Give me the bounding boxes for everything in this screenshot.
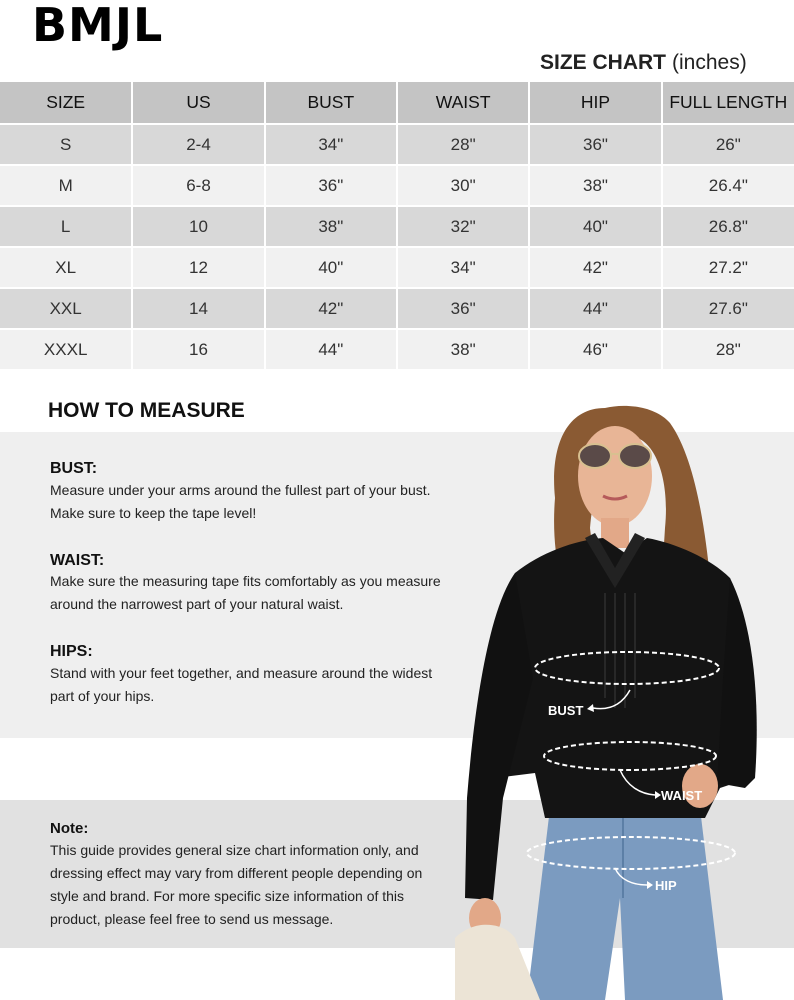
note-text-line: style and brand. For more specific size information of this bbox=[50, 888, 405, 904]
cell-us: 14 bbox=[132, 288, 264, 329]
cell-hip: 40" bbox=[529, 206, 661, 247]
hips-text-line: part of your hips. bbox=[50, 688, 155, 704]
bag-shape bbox=[455, 925, 540, 1000]
waist-label: WAIST bbox=[661, 788, 703, 803]
cell-waist: 30" bbox=[397, 165, 529, 206]
brand-logo: BMJL bbox=[32, 0, 164, 52]
cell-hip: 36" bbox=[529, 124, 661, 165]
size-chart-heading: SIZE CHART bbox=[540, 51, 666, 74]
cell-us: 2-4 bbox=[132, 124, 264, 165]
cell-waist: 32" bbox=[397, 206, 529, 247]
cell-us: 6-8 bbox=[132, 165, 264, 206]
model-figure bbox=[455, 378, 794, 1000]
hips-heading: HIPS: bbox=[50, 643, 93, 660]
header-waist: WAIST bbox=[397, 82, 529, 124]
header-hip: HIP bbox=[529, 82, 661, 124]
cell-hip: 38" bbox=[529, 165, 661, 206]
cell-hip: 42" bbox=[529, 247, 661, 288]
cell-full-length: 28" bbox=[662, 329, 794, 369]
cell-size: M bbox=[0, 165, 132, 206]
note-heading: Note: bbox=[50, 820, 89, 837]
note-text-line: This guide provides general size chart information only, and bbox=[50, 842, 419, 858]
waist-text bbox=[50, 570, 470, 616]
how-to-measure-title: HOW TO MEASURE bbox=[48, 399, 245, 422]
cell-size: L bbox=[0, 206, 132, 247]
cell-bust: 40" bbox=[265, 247, 397, 288]
cell-bust: 42" bbox=[265, 288, 397, 329]
note-text-line: dressing effect may vary from different people depending on bbox=[50, 865, 423, 881]
header-bust: BUST bbox=[265, 82, 397, 124]
cell-waist: 34" bbox=[397, 247, 529, 288]
cell-size: XXXL bbox=[0, 329, 132, 369]
bust-label: BUST bbox=[548, 703, 584, 718]
cell-full-length: 26.8" bbox=[662, 206, 794, 247]
cell-bust: 36" bbox=[265, 165, 397, 206]
header-size: SIZE bbox=[0, 82, 132, 124]
table-row bbox=[0, 165, 794, 206]
table-row bbox=[0, 124, 794, 165]
bust-text-line: Measure under your arms around the fullest part of your bust. bbox=[50, 482, 431, 498]
cell-waist: 38" bbox=[397, 329, 529, 369]
cell-hip: 46" bbox=[529, 329, 661, 369]
cell-full-length: 27.2" bbox=[662, 247, 794, 288]
bust-text bbox=[50, 479, 470, 525]
cell-full-length: 26" bbox=[662, 124, 794, 165]
bust-text-line: Make sure to keep the tape level! bbox=[50, 505, 257, 521]
cell-full-length: 27.6" bbox=[662, 288, 794, 329]
bust-heading: BUST: bbox=[50, 460, 98, 477]
cell-us: 12 bbox=[132, 247, 264, 288]
waist-text-line: Make sure the measuring tape fits comfortably as you measure bbox=[50, 573, 441, 589]
table-row bbox=[0, 329, 794, 369]
size-chart-title bbox=[540, 51, 747, 75]
face-shape bbox=[578, 426, 652, 526]
cell-size: XXL bbox=[0, 288, 132, 329]
cell-us: 16 bbox=[132, 329, 264, 369]
hips-text-line: Stand with your feet together, and measure around the widest bbox=[50, 665, 433, 681]
waist-text-line: around the narrowest part of your natural waist. bbox=[50, 596, 344, 612]
hips-text bbox=[50, 662, 470, 708]
table-row bbox=[0, 247, 794, 288]
size-chart-unit: (inches) bbox=[672, 51, 747, 74]
note-text bbox=[50, 839, 450, 931]
cell-hip: 44" bbox=[529, 288, 661, 329]
cell-waist: 36" bbox=[397, 288, 529, 329]
model-illustration bbox=[455, 378, 794, 1000]
hip-label: HIP bbox=[655, 878, 677, 893]
cell-size: S bbox=[0, 124, 132, 165]
cell-us: 10 bbox=[132, 206, 264, 247]
cell-waist: 28" bbox=[397, 124, 529, 165]
cell-bust: 44" bbox=[265, 329, 397, 369]
header-full-length: FULL LENGTH bbox=[662, 82, 794, 124]
header-us: US bbox=[132, 82, 264, 124]
cell-bust: 38" bbox=[265, 206, 397, 247]
note-text-line: product, please feel free to send us message. bbox=[50, 911, 334, 927]
cell-full-length: 26.4" bbox=[662, 165, 794, 206]
waist-heading: WAIST: bbox=[50, 552, 105, 569]
table-row bbox=[0, 288, 794, 329]
table-header-row bbox=[0, 82, 794, 124]
cell-bust: 34" bbox=[265, 124, 397, 165]
size-chart-table bbox=[0, 82, 794, 369]
table-row bbox=[0, 206, 794, 247]
cell-size: XL bbox=[0, 247, 132, 288]
